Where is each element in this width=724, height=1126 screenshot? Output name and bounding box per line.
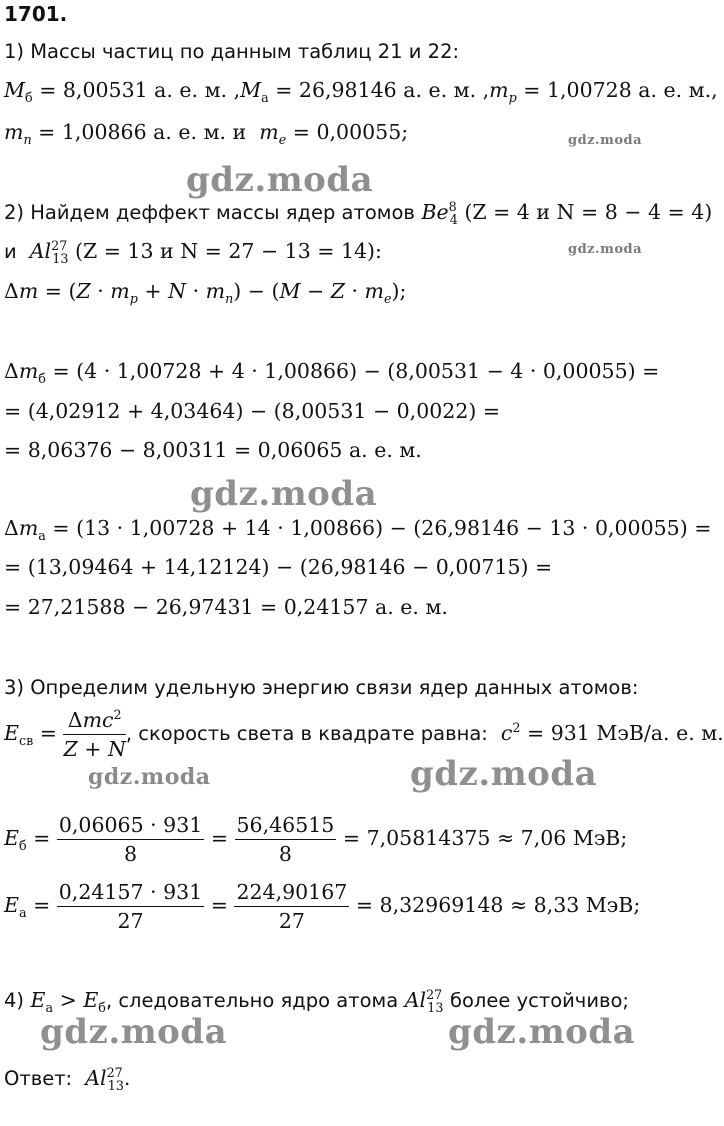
watermark: gdz.moda — [88, 764, 211, 790]
mass-defect-be-2: = (4,02912 + 4,03464) − (8,00531 − 0,0022) = — [4, 399, 501, 423]
section-1-heading: 1) Массы частиц по данным таблиц 21 и 22: — [4, 40, 460, 63]
watermark: gdz.moda — [40, 1012, 228, 1052]
mass-defect-be-1: $\Delta m_б = (4 \cdot 1,00728 + 4 \cdot 1,00866) - (8,00531 - 4 \cdot 0,00055)$ = — [4, 359, 660, 387]
mass-defect-al-1: $\Delta m_а = (13 \cdot 1,00728 + 14 \cdot 1,00866) - (26,98146 - 13 \cdot 0,00055)$ = — [4, 516, 712, 544]
mass-defect-al-2: = (13,09464 + 14,12124) − (26,98146 − 0,00715) = — [4, 555, 553, 579]
binding-energy-formula: $E_{св}$ = $\frac{\Delta mc^2}{Z + N}$ , скорость света в квадрате равна: $c^2 = 931$ МэВ/а. е. м. — [4, 707, 724, 761]
mass-defect-al-3: = 27,21588 − 26,97431 = 0,24157 а. е. м. — [4, 595, 448, 619]
problem-number: 1701. — [4, 2, 68, 26]
al-conditions: и $Al^{27}_{13}$ (Z = 13 и N = 27 − 13 = 14): — [4, 238, 382, 267]
watermark: gdz.moda — [410, 754, 598, 794]
masses-line-1: $M_б = 8,00531$ а. е. м. $,M_а = 26,98146$ а. е. м. $,m_p = 1,00728$ а. е. м., — [4, 78, 718, 106]
answer: Ответ: $Al^{27}_{13}$. — [4, 1065, 131, 1094]
section-2-heading: 2) Найдем деффект массы ядер атомов $Be^8_4$ (Z = 4 и N = 8 − 4 = 4) — [4, 199, 713, 228]
watermark: gdz.moda — [568, 133, 643, 148]
watermark: gdz.moda — [190, 474, 378, 514]
energy-al-calc: $E_а$ = $\frac{0,24157 \cdot 931}{27}$ = $\frac{224,90167}{27}$ = 8,32969148 ≈ 8,33 МэВ; — [4, 880, 641, 933]
mass-defect-be-3: = 8,06376 − 8,00311 = 0,06065 а. е. м. — [4, 438, 422, 462]
masses-line-2: $m_n = 1,00866$ а. е. м. и $m_e = 0,00055$; — [4, 120, 409, 148]
energy-be-calc: $E_б$ = $\frac{0,06065 \cdot 931}{8}$ = $\frac{56,46515}{8}$ = 7,05814375 ≈ 7,06 МэВ; — [4, 813, 628, 866]
energy-fraction: $\frac{\Delta mc^2}{Z + N}$ — [63, 707, 126, 761]
section-3-heading: 3) Определим удельную энергию связи ядер данных атомов: — [4, 676, 639, 699]
watermark: gdz.moda — [186, 160, 374, 200]
mass-defect-formula: $\Delta m = (Z \cdot m_p + N \cdot m_n) - (M - Z \cdot m_e)$; — [4, 279, 407, 307]
watermark: gdz.moda — [568, 242, 643, 257]
watermark: gdz.moda — [448, 1012, 636, 1052]
conclusion: 4) $E_а > E_б$, следовательно ядро атома $Al^{27}_{13}$ более устойчиво; — [4, 987, 629, 1016]
